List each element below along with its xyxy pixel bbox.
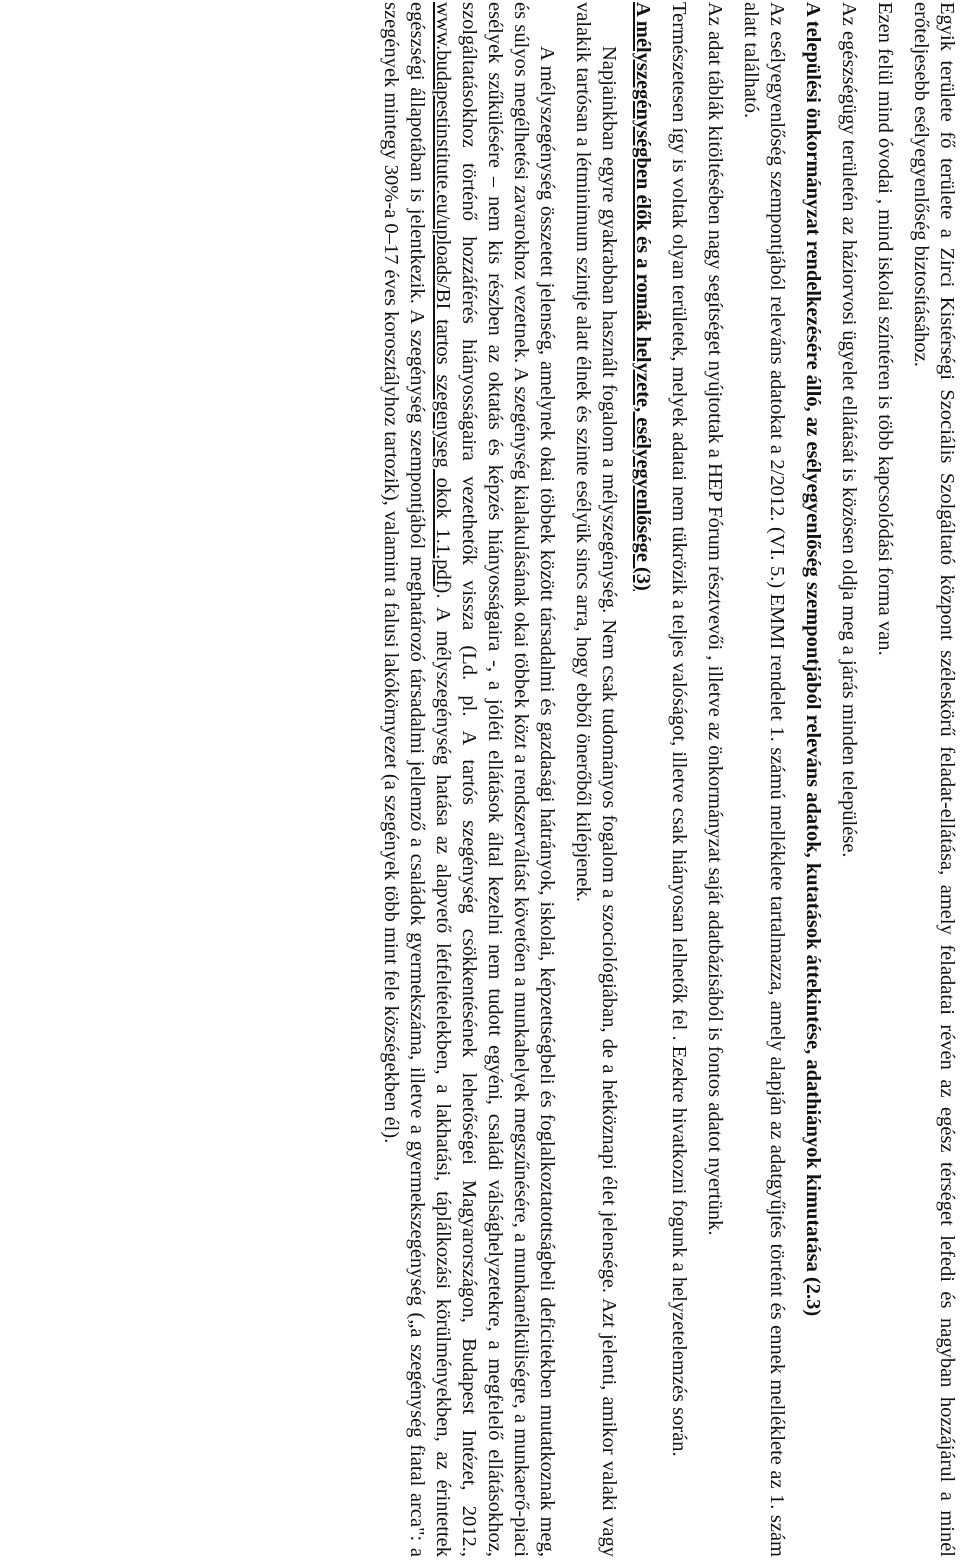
paragraph-text-part-1: A mélyszegénység összetett jelenség, amelynek okai többek között társadalmi és gazdasági hátrányok, iskolai, képzettségbeli és foglalkoztatottságbeli deficitekben mutatkoznak meg, és súlyos megélhetési zavarokhoz vezetnek. A szegénység kialakulásának okai többek közt a rendszerváltást követően a munkahelyek megszűnésére, a munkanélküliségre, a munkaerő-piaci esélyek szűkülésére – nem kis részben az oktatás és képzés hiányosságaira -, a jóléti ellátások által kezelni nem tudott egyéni, családi válsághelyzetekre, a megfelelő ellátásokhoz, szolgáltatásokhoz történő hozzáférés hiányosságaira vezethetők vissza (Ld. pl. A tartós szegénység csökkentésének lehetőségei Magyarországon, Budapest Intézet, 2012., [458, 2, 558, 1557]
source-link[interactable]: www.budapestinstitute.eu/uploads/BI tartos szegenyseg okok 1.1.pdf [432, 2, 454, 587]
section-heading-melyszegenyseg: A mélyszegénységben élők és a romák helyzete, esélyegyenlősége (3) [632, 2, 654, 591]
paragraph-adattablak: Az adat táblák kitöltésében nagy segítséget nyújtottak a HEP Fórum résztvevői , illetve az önkormányzat saját adatbázisából is fontos adatot nyertünk. [704, 2, 726, 1236]
paragraph-ovodai-iskolai: Ezen felül mind óvodai , mind iskolai színtéren is több kapcsolódási forma van. [874, 2, 896, 656]
document-body [368, 2, 960, 1557]
paragraph-emmi-rendelet: Az esélyegyenlőség szempontjából releváns adatokat a 2/2012. (VI. 5.) EMMI rendelet 1. számú melléklete tartalmazza, amely alapján az adatgyűjtés történt és ennek melléklete az 1. szám alatt található. [740, 2, 788, 1557]
paragraph-osszetett-jelenseg [378, 2, 560, 1557]
paragraph-napjainkban: Napjainkban egyre gyakrabban használt fogalom a mélyszegénység. Nem csak tudományos fogalom a szociológiában, de a hétköznapi élet jelensége. Azt jelenti, amikor valaki vagy valakik tartósan a létminimum szintje alatt élnek és szinte esélyük sincs arra, hogy ebből önerőből kilépjenek. [572, 2, 620, 1557]
paragraph-teruletek: Természetesen így is voltak olyan területek, melyek adatai nem tükrözik a teljes valóságot, illetve csak hiányosan lelhetők fel . Ezekre hivatkozni fogunk a helyzetelemzés során. [668, 2, 690, 1457]
section-heading-adatok: A települési önkormányzat rendelkezésére álló, az esélyegyenlőség szempontjából releváns adatok, kutatások áttekintése, adathiányok kimutatása (2.3) [802, 2, 824, 1317]
paragraph-kisterseg: Egyik területe fő területe a Zirci Kistérségi Szociális Szolgáltató központ széleskörű feladat-ellátása, amely feladatai révén az egész térséget lefedi és nagyban hozzájárul a minél erőteljesebb esélyegyenlőség biztosításához. [910, 2, 958, 1557]
paragraph-text-part-2: ). A mélyszegénység hatása az alapvető létfeltételekben, a lakhatási, táplálkozási körülményekben, az érintettek egészségi állapotában is jelentkezik. A szegénység szempontjából meghatározó társadalmi jellemző a családok gyermekszáma, illetve a gyermekszegénység („a szegénység fiatal arca": a szegények mintegy 30%-a 0–17 éves korosztályhoz tartozik), valamint a falusi lakókörnyezet (a szegények több mint fele községekben él). [380, 2, 454, 1557]
paragraph-egeszsegugy: Az egészségügy területén az háziorvosi ügyelet ellátását is közösen oldja meg a járás minden települése. [838, 2, 860, 858]
